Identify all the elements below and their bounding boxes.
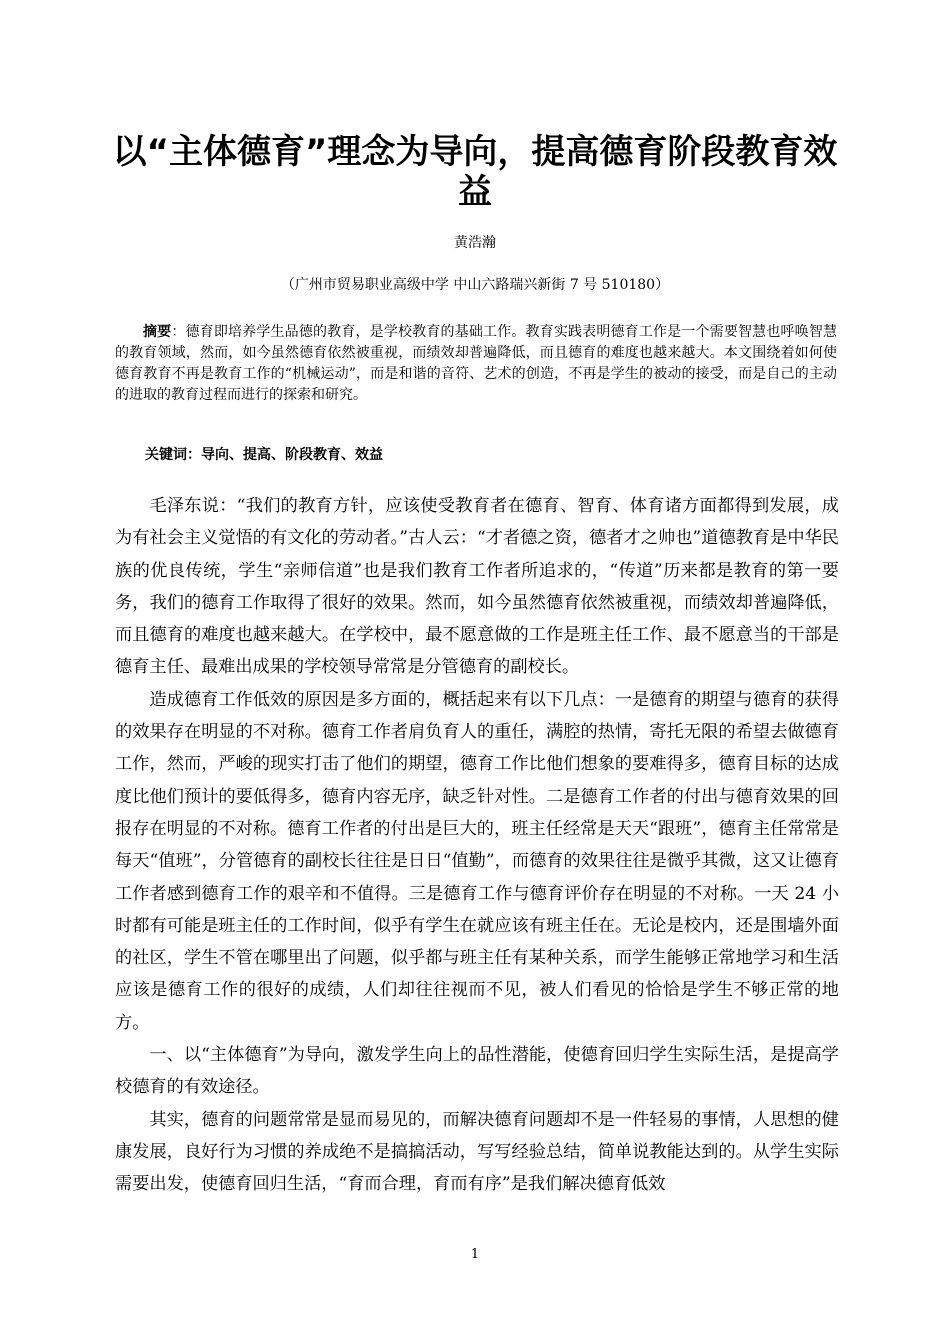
document-title: 以“主体德育”理念为导向，提高德育阶段教育效益	[112, 132, 838, 212]
section-heading: 一、以“主体德育”为导向，激发学生向上的品性潜能，使德育回归学生实际生活，是提高学校德育的有效途径。	[115, 1045, 839, 1098]
body-text	[115, 490, 839, 1201]
abstract	[115, 322, 837, 406]
author-affiliation: （广州市贸易职业高级中学 中山六路瑞兴新街 7 号 510180）	[280, 277, 670, 293]
keywords: 关键词：导向、提高、阶段教育、效益	[145, 447, 383, 463]
body-paragraph: 毛泽东说：“我们的教育方针，应该使受教育者在德育、智育、体育诸方面都得到发展，成为有社会主义觉悟的有文化的劳动者。”古人云：“才者德之资，德者才之帅也”道德教育是中华民族的优良传统，学生“亲师信道”也是我们教育工作者所追求的，“传道”历来都是教育的第一要务，我们的德育工作取得了很好的效果。然而，如今虽然德育依然被重视，而绩效却普遍降低，而且德育的难度也越来越大。在学校中，最不愿意做的工作是班主任工作、最不愿意当的干部是德育主任、最难出成果的学校领导常常是分管德育的副校长。	[115, 496, 839, 678]
author-name: 黄浩瀚	[454, 235, 496, 251]
abstract-label: 摘要	[143, 324, 172, 340]
page-number: 1	[470, 1247, 480, 1262]
body-paragraph: 其实，德育的问题常常是显而易见的，而解决德育问题却不是一件轻易的事情，人思想的健康发展，良好行为习惯的养成绝不是搞搞活动，写写经验总结，简单说教能达到的。从学生实际需要出发，使德育回归生活，“育而合理，育而有序”是我们解决德育低效	[115, 1109, 839, 1195]
abstract-text: ：德育即培养学生品德的教育，是学校教育的基础工作。教育实践表明德育工作是一个需要智慧也呼唤智慧的教育领域，然而，如今虽然德育依然被重视，而绩效却普遍降低，而且德育的难度也越来越大。本文围绕着如何使德育教育不再是教育工作的“机械运动”，而是和谐的音符、艺术的创造，不再是学生的被动的接受，而是自己的主动的进取的教育过程而进行的探索和研究。	[115, 324, 838, 403]
body-paragraph: 造成德育工作低效的原因是多方面的，概括起来有以下几点：一是德育的期望与德育的获得的效果存在明显的不对称。德育工作者肩负育人的重任，满腔的热情，寄托无限的希望去做德育工作，然而，严峻的现实打击了他们的期望，德育工作比他们想象的要难得多，德育目标的达成度比他们预计的要低得多，德育内容无序，缺乏针对性。二是德育工作者的付出与德育效果的回报存在明显的不对称。德育工作者的付出是巨大的，班主任经常是天天“跟班”，德育主任常常是每天“值班”，分管德育的副校长往往是日日“值勤”，而德育的效果往往是微乎其微，这又让德育工作者感到德育工作的艰辛和不值得。三是德育工作与德育评价存在明显的不对称。一天 24 小时都有可能是班主任的工作时间，似乎有学生在就应该有班主任在。无论是校内，还是围墙外面的社区，学生不管在哪里出了问题，似乎都与班主任有某种关系，而学生能够正常地学习和生活应该是德育工作的很好的成绩，人们却往往视而不见，被人们看见的恰恰是学生不够正常的地方。	[115, 689, 839, 1033]
